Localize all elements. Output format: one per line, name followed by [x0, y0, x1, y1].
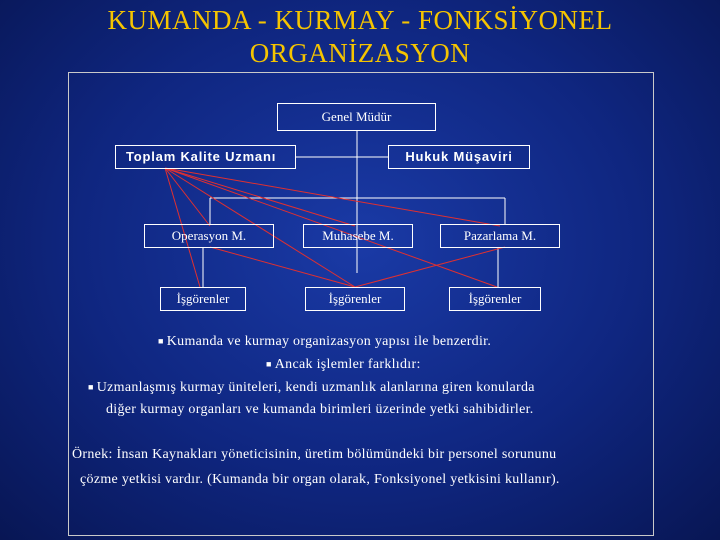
title-line-1: KUMANDA - KURMAY - FONKSİYONEL [107, 5, 613, 35]
node-isgorenler-2: İşgörenler [305, 287, 405, 311]
node-operasyon: Operasyon M. [144, 224, 274, 248]
node-toplam-kalite-uzmani: Toplam Kalite Uzmanı [115, 145, 296, 169]
node-genel-mudur: Genel Müdür [277, 103, 436, 131]
square-bullet-icon: ■ [266, 359, 272, 369]
square-bullet-icon: ■ [158, 336, 164, 346]
example-line-2: çözme yetkisi vardır. (Kumanda bir organ olarak, Fonksiyonel yetkisini kullanır). [80, 472, 560, 487]
bullet-line-4: diğer kurmay organları ve kumanda birimleri üzerinde yetki sahibidirler. [106, 402, 534, 417]
title-line-2: ORGANİZASYON [249, 38, 471, 68]
square-bullet-icon: ■ [88, 382, 94, 392]
bullet-line-3: ■ Uzmanlaşmış kurmay üniteleri, kendi uzmanlık alanlarına giren konularda [88, 380, 535, 395]
node-pazarlama: Pazarlama M. [440, 224, 560, 248]
example-line-1: Örnek: İnsan Kaynakları yöneticisinin, üretim bölümündeki bir personel sorununu [72, 447, 557, 462]
bullet-line-1: ■ Kumanda ve kurmay organizasyon yapısı ile benzerdir. [158, 334, 492, 349]
node-muhasebe: Muhasebe M. [303, 224, 413, 248]
bullet-line-2: ■ Ancak işlemler farklıdır: [266, 357, 421, 372]
node-hukuk-musaviri: Hukuk Müşaviri [388, 145, 530, 169]
node-isgorenler-1: İşgörenler [160, 287, 246, 311]
node-isgorenler-3: İşgörenler [449, 287, 541, 311]
